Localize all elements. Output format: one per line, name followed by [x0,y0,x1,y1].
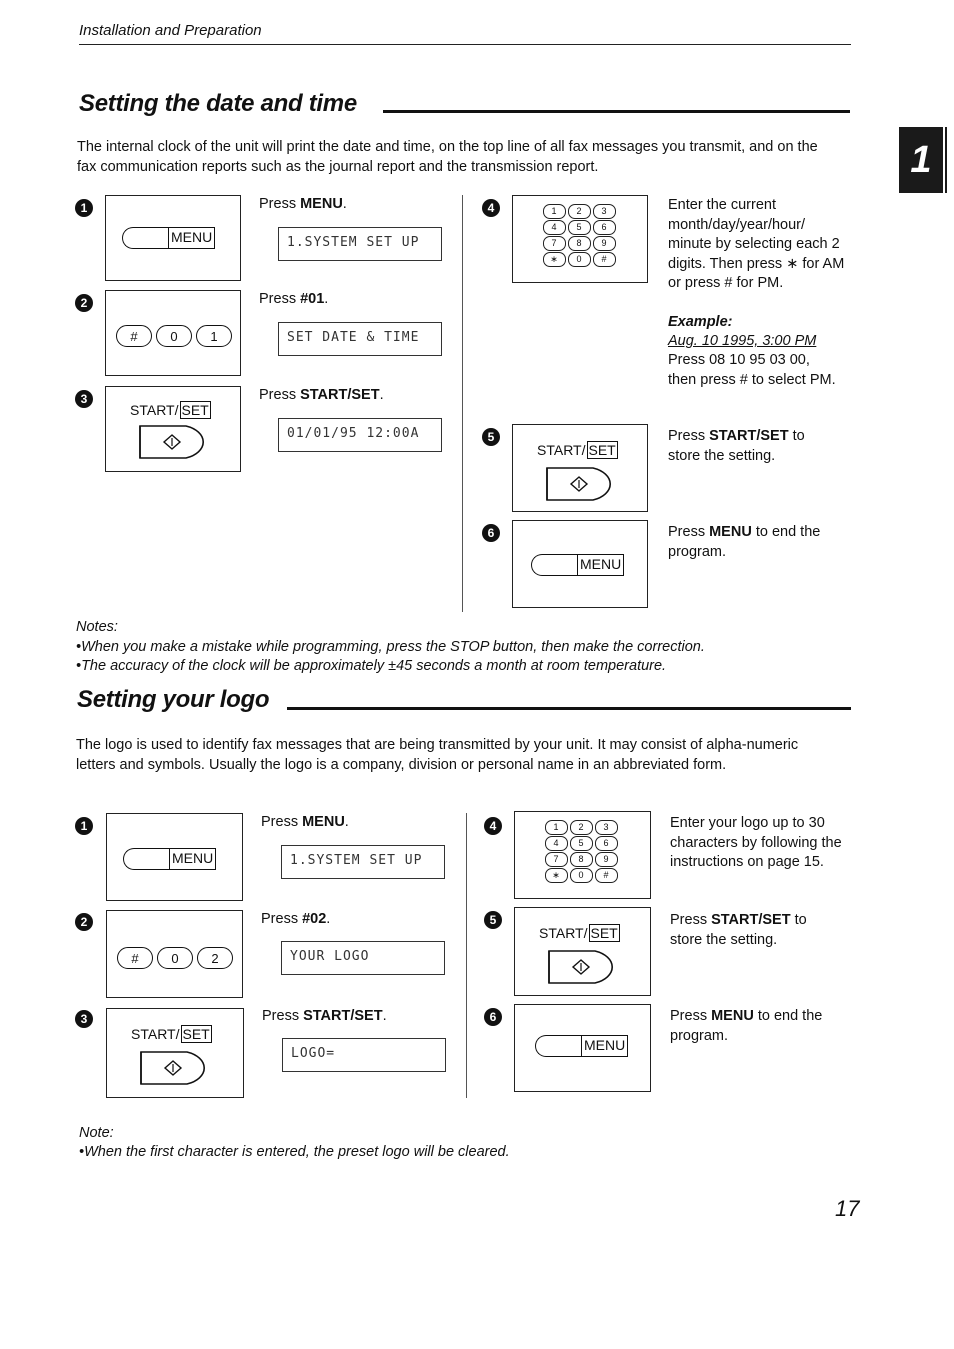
date-step-2-keys [116,325,236,347]
date-step-1-panel [105,195,241,281]
hash-key[interactable]: # [116,325,152,347]
menu-key[interactable] [531,554,624,576]
keypad-key[interactable]: 3 [595,820,618,835]
keypad-key[interactable]: 5 [570,836,593,851]
zero-key[interactable]: 0 [156,325,192,347]
example-date: Aug. 10 1995, 3:00 PM [668,333,817,349]
keypad-key[interactable]: 9 [593,236,616,251]
zero-key[interactable]: 0 [157,947,193,969]
keypad-key[interactable]: ∗ [543,252,566,267]
keypad-key[interactable]: 8 [568,236,591,251]
date-step-5-panel [512,424,648,512]
logo-column-divider [466,813,467,1098]
start-key[interactable] [138,423,214,461]
keypad-key[interactable]: # [593,252,616,267]
date-step-2-panel [105,290,241,376]
date-step-5-text: Press START/SET to store the setting. [668,428,805,464]
example-label: Example: [668,314,733,330]
logo-step-5-text: Press START/SET to store the setting. [670,912,807,948]
date-step-3-panel [105,386,241,472]
logo-step-3-display: LOGO= [282,1038,446,1072]
keypad-key[interactable]: 4 [543,220,566,235]
date-title-rule [383,110,850,113]
date-step-3-number: 3 [75,390,93,408]
date-step-2-text: Press #01. [259,291,329,307]
menu-key[interactable] [122,227,215,249]
logo-step-2-text: Press #02. [261,911,331,927]
logo-intro: The logo is used to identify fax messages that are being transmitted by your unit. It may consist of alpha-numeric letters and symbols. Usually the logo is a company, division or personal name in an abbreviated form. [76,737,799,773]
date-note-2: •The accuracy of the clock will be approximately ±45 seconds a month at room temperature. [76,658,667,674]
logo-step-3-text: Press START/SET. [262,1008,387,1024]
logo-step-2-panel [106,910,243,998]
keypad-key[interactable]: 5 [568,220,591,235]
logo-step-1-display: 1.SYSTEM SET UP [281,845,445,879]
start-key[interactable] [139,1049,215,1087]
keypad-key[interactable]: 1 [545,820,568,835]
start-set-label: START/ SET [131,1026,210,1042]
date-step-1-number: 1 [75,199,93,217]
menu-key-label: MENU [577,554,624,576]
start-key[interactable] [547,948,623,986]
two-key[interactable]: 2 [197,947,233,969]
date-step-4-panel [512,195,648,283]
date-step-2-display: SET DATE & TIME [278,322,442,356]
keypad-key[interactable]: 2 [568,204,591,219]
header-rule [79,44,851,45]
keypad-key[interactable]: 4 [545,836,568,851]
logo-step-5-number: 5 [484,911,502,929]
keypad-key[interactable]: 6 [593,220,616,235]
date-column-divider [462,195,463,612]
menu-key[interactable] [535,1035,628,1057]
logo-step-1-number: 1 [75,817,93,835]
logo-note-label: Note: [79,1125,114,1141]
page-number: 17 [835,1196,860,1221]
logo-step-4-text: Enter your logo up to 30 characters by following the instructions on page 15. [670,815,842,870]
logo-title-rule [287,707,851,710]
date-step-6-panel [512,520,648,608]
logo-step-2-display: YOUR LOGO [281,941,445,975]
keypad-key[interactable]: 0 [568,252,591,267]
keypad-key[interactable]: 7 [543,236,566,251]
logo-step-5-panel [514,907,651,996]
logo-step-1-text: Press MENU. [261,814,349,830]
logo-section-title: Setting your logo [77,686,270,713]
menu-key-label: MENU [581,1035,628,1057]
one-key[interactable]: 1 [196,325,232,347]
menu-key-label: MENU [169,848,216,870]
logo-step-6-text: Press MENU to end the program. [670,1008,823,1044]
date-step-3-display: 01/01/95 12:00A [278,418,442,452]
keypad-key[interactable]: 1 [543,204,566,219]
example-instructions: Press 08 10 95 03 00, then press # to select PM. [668,352,836,388]
keypad-key[interactable]: 7 [545,852,568,867]
date-step-6-text: Press MENU to end the program. [668,524,821,560]
date-step-4-number: 4 [482,199,500,217]
keypad-key[interactable]: # [595,868,618,883]
logo-step-4-number: 4 [484,817,502,835]
date-step-4-text: Enter the current month/day/year/hour/ minute by selecting each 2 digits. Then press ∗ for AM or press # for PM. [668,197,845,291]
menu-key-label: MENU [168,227,215,249]
running-header: Installation and Preparation [79,22,262,39]
logo-step-6-panel [514,1004,651,1092]
date-step-5-number: 5 [482,428,500,446]
logo-step-6-number: 6 [484,1008,502,1026]
date-step-2-number: 2 [75,294,93,312]
logo-step-4-panel [514,811,651,899]
menu-button-shape [535,1035,581,1057]
keypad-key[interactable]: ∗ [545,868,568,883]
logo-step-2-keys [117,947,237,969]
keypad-key[interactable]: 6 [595,836,618,851]
menu-button-shape [531,554,577,576]
chapter-tab: 1 [899,127,943,193]
logo-step-3-panel [106,1008,244,1098]
menu-key[interactable] [123,848,216,870]
start-set-label: START/ SET [130,402,209,418]
date-step-6-number: 6 [482,524,500,542]
hash-key[interactable]: # [117,947,153,969]
keypad-key[interactable]: 3 [593,204,616,219]
logo-step-2-number: 2 [75,913,93,931]
date-intro: The internal clock of the unit will print the date and time, on the top line of all fax messages you transmit, and on the fax communication reports such as the journal report and the transmission report. [77,139,818,175]
menu-button-shape [123,848,169,870]
keypad-key[interactable]: 0 [570,868,593,883]
logo-step-1-panel [106,813,243,901]
date-step-1-display: 1.SYSTEM SET UP [278,227,442,261]
dial-keypad [539,204,619,268]
logo-step-3-number: 3 [75,1010,93,1028]
logo-note: •When the first character is entered, the preset logo will be cleared. [79,1144,510,1160]
keypad-key[interactable]: 9 [595,852,618,867]
keypad-key[interactable]: 2 [570,820,593,835]
dial-keypad [541,820,621,884]
date-step-3-text: Press START/SET. [259,387,384,403]
start-key[interactable] [545,465,621,503]
date-note-1: •When you make a mistake while programming, press the STOP button, then make the correction. [76,639,705,655]
date-notes-label: Notes: [76,619,118,635]
date-step-1-text: Press MENU. [259,196,347,212]
keypad-key[interactable]: 8 [570,852,593,867]
menu-button-shape [122,227,168,249]
start-set-label: START/ SET [539,925,618,941]
date-section-title: Setting the date and time [79,90,357,117]
start-set-label: START/ SET [537,442,616,458]
